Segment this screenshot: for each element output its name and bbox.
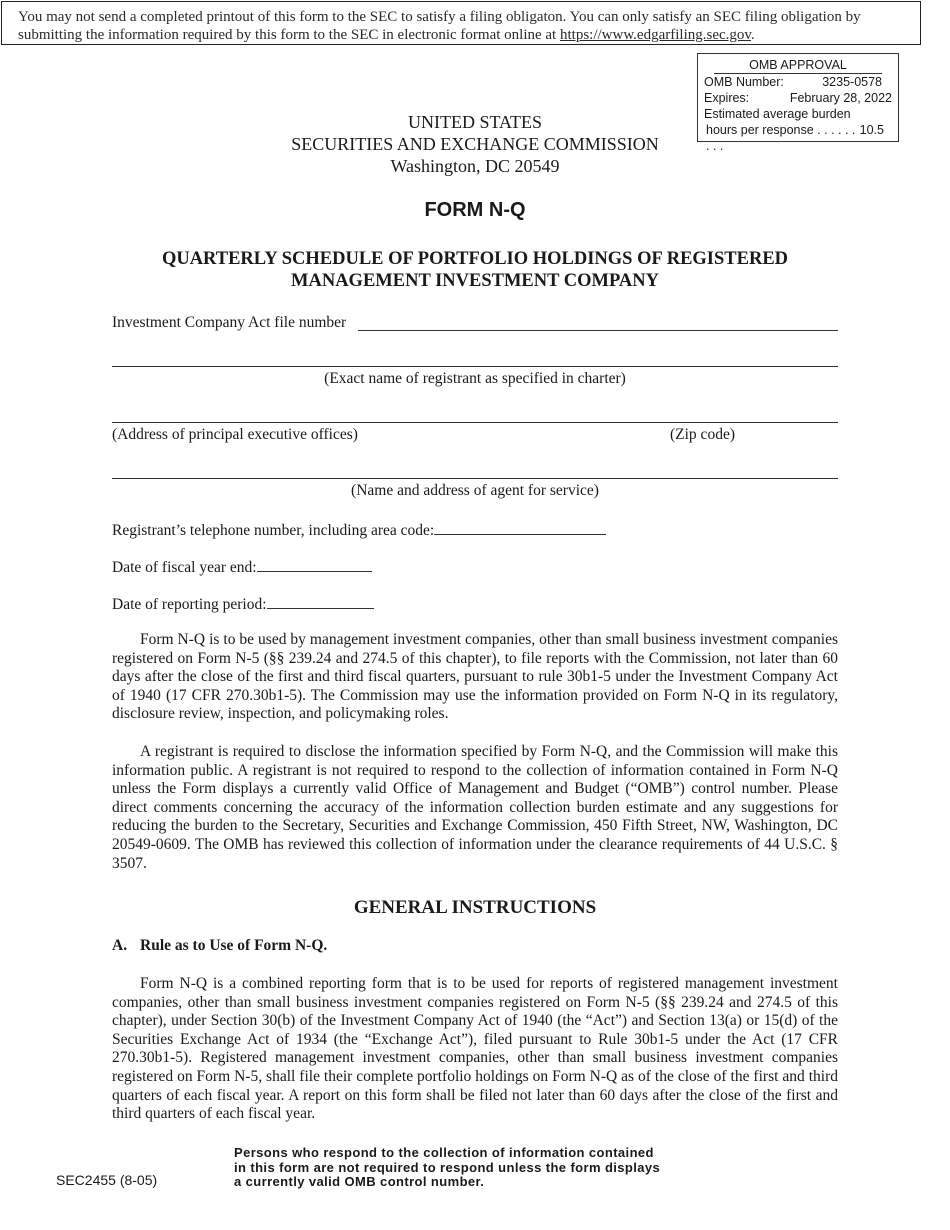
agent-caption: (Name and address of agent for service) xyxy=(351,482,599,499)
omb-expires-value: February 28, 2022 xyxy=(789,91,892,105)
paragraph-purpose: Form N-Q is to be used by management investment companies, other than small business investment companies registered on Form N-5 (§§ 239.24 and 274.5 of this chapter), to file reports with the Commission, not later than 60 days after the close of the first and third fiscal quarters, pursuant to rule 30b1-5 under the Investment Company Act of 1940 (17 CFR 270.30b1-5). The Commission may use the information provided on Form N-Q in its regulatory, disclosure review, inspection, and policymaking roles. xyxy=(112,631,838,723)
omb-burden-line2: hours per response . . . . . . . . . xyxy=(706,123,856,153)
reporting-period-label: Date of reporting period: xyxy=(112,596,267,613)
omb-expires-row xyxy=(704,90,892,106)
file-number-input-line[interactable] xyxy=(358,314,838,331)
omb-number-value: 3235-0578 xyxy=(822,75,882,89)
agency-line-3: Washington, DC 20549 xyxy=(390,156,560,176)
address-caption: (Address of principal executive offices) xyxy=(112,426,358,443)
fiscal-year-field xyxy=(112,557,372,577)
form-number: SEC2455 (8-05) xyxy=(56,1172,158,1188)
section-a-heading xyxy=(112,937,327,955)
address-input-line[interactable] xyxy=(112,408,838,423)
omb-number-label: OMB Number: xyxy=(704,75,784,89)
file-number-label: Investment Company Act file number xyxy=(112,314,347,331)
paragraph-rule-use: Form N-Q is a combined reporting form that is to be used for reports of registered management investment companies, other than small business investment companies registered on Form N-5 (§§ 239.24 and 274.5 of this chapter), under Section 30(b) of the Investment Company Act of 1940 (the “Act”) and Section 13(a) or 15(d) of the Securities Exchange Act of 1934 (the “Exchange Act”), filed pursuant to Rule 30b1-5 under the Act (17 CFR 270.30b1-5). Registered management investment companies, other than small business investment companies registered on Form N-5, shall file their complete portfolio holdings on Form N-Q as of the close of the first and third quarters of each fiscal year. A report on this form shall be filed not later than 60 days after the close of the first and third quarters of each fiscal year. xyxy=(112,975,838,1123)
omb-expires-label: Expires: xyxy=(704,91,750,105)
agent-input-line[interactable] xyxy=(112,464,838,479)
edgar-filing-link[interactable]: https://www.edgarfiling.sec.gov xyxy=(559,27,751,43)
general-instructions-heading: GENERAL INSTRUCTIONS xyxy=(353,897,597,918)
form-subtitle xyxy=(0,248,950,292)
form-subtitle-line-1: QUARTERLY SCHEDULE OF PORTFOLIO HOLDINGS OF REGISTERED xyxy=(161,249,789,269)
omb-burden-line1: Estimated average burden xyxy=(704,107,851,121)
omb-footnote-line-2: in this form are not required to respond unless the form displays xyxy=(234,1159,661,1175)
electronic-filing-notice xyxy=(1,1,921,45)
section-a-letter: A. xyxy=(112,937,128,954)
agency-line-1: UNITED STATES xyxy=(407,112,543,132)
telephone-label: Registrant’s telephone number, including area code: xyxy=(112,522,435,539)
omb-number-row xyxy=(704,74,892,90)
reporting-period-input-line[interactable] xyxy=(267,594,374,609)
fiscal-year-input-line[interactable] xyxy=(257,557,372,572)
reporting-period-field xyxy=(112,594,374,614)
form-subtitle-line-2: MANAGEMENT INVESTMENT COMPANY xyxy=(291,271,659,291)
notice-text: You may not send a completed printout of this form to the SEC to satisfy a filing obligaton. You can only satisfy an SEC filing obligation by submitting the information required by this form to the SEC in electronic format online at xyxy=(18,9,861,43)
telephone-field xyxy=(112,520,606,540)
section-a-title: Rule as to Use of Form N-Q. xyxy=(140,937,328,954)
registrant-name-caption: (Exact name of registrant as specified in charter) xyxy=(324,370,626,387)
notice-end: . xyxy=(750,27,755,43)
omb-footnote-line-1: Persons who respond to the collection of information contained xyxy=(234,1145,654,1160)
zip-caption: (Zip code) xyxy=(670,426,735,443)
omb-burden-value: 10.5 xyxy=(859,123,884,137)
fiscal-year-label: Date of fiscal year end: xyxy=(112,559,257,576)
agency-line-2: SECURITIES AND EXCHANGE COMMISSION xyxy=(291,134,659,154)
telephone-input-line[interactable] xyxy=(434,520,606,535)
omb-footnote-line-3: a currently valid OMB control number. xyxy=(234,1174,485,1189)
agency-header xyxy=(0,111,950,177)
omb-footnote xyxy=(234,1146,660,1190)
paragraph-disclosure: A registrant is required to disclose the information specified by Form N-Q, and the Commission will make this information public. A registrant is not required to respond to the collection of information contained in Form N-Q unless the Form displays a currently valid Office of Management and Budget (“OMB”) control number. Please direct comments concerning the accuracy of the information collection burden estimate and any suggestions for reducing the burden to the Secretary, Securities and Exchange Commission, 450 Fifth Street, NW, Washington, DC 20549-0609. The OMB has reviewed this collection of information under the clearance requirements of 44 U.S.C. § 3507. xyxy=(112,743,838,872)
file-number-field xyxy=(112,314,346,332)
registrant-name-input-line[interactable] xyxy=(112,352,838,367)
form-title: FORM N-Q xyxy=(424,199,526,221)
omb-approval-title: OMB APPROVAL xyxy=(714,54,882,74)
